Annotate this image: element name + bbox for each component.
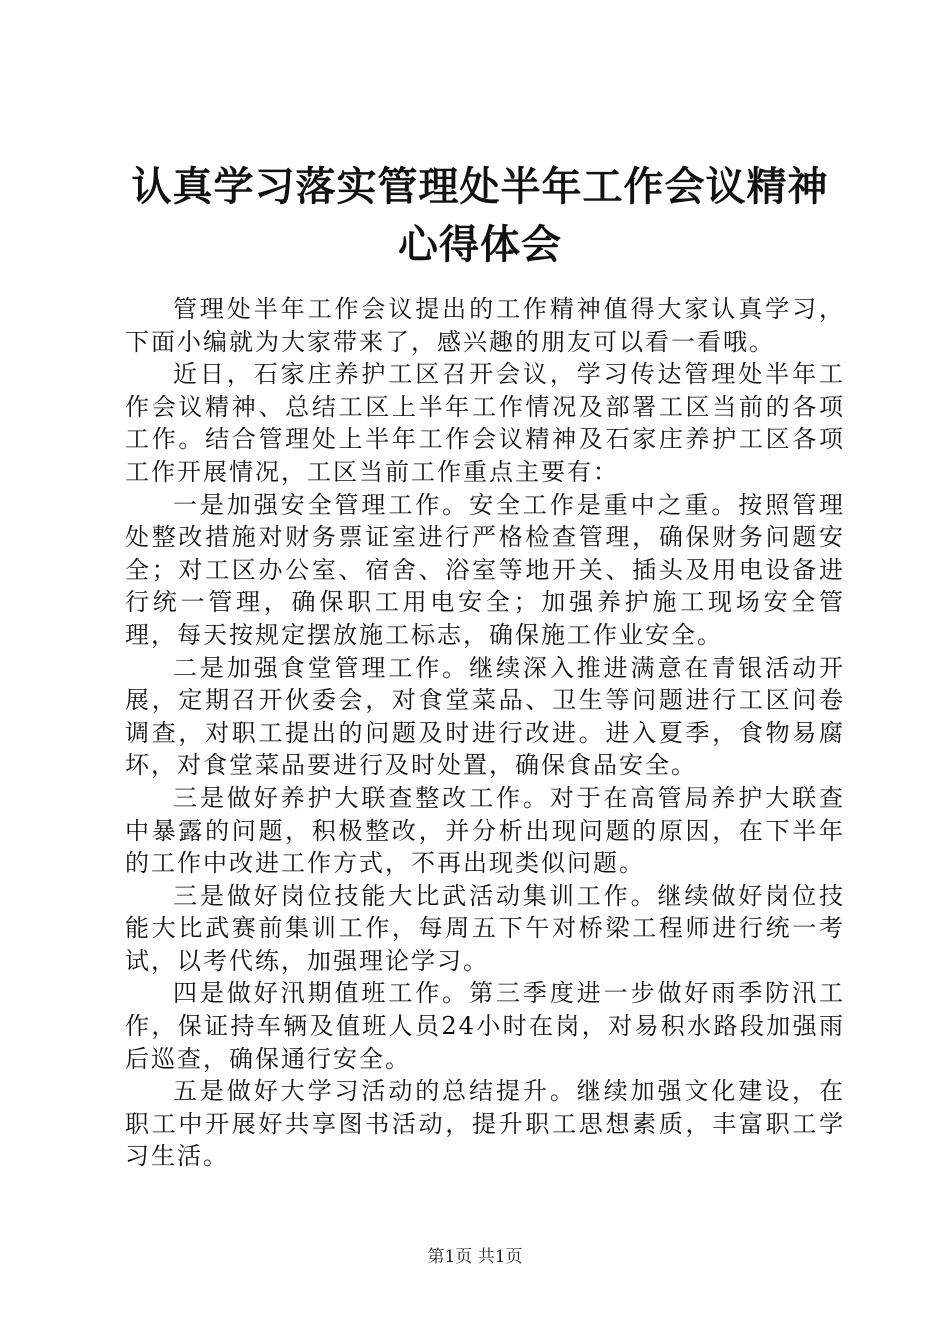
paragraph: 近日，石家庄养护工区召开会议，学习传达管理处半年工作会议精神、总结工区上半年工作情况及部署工区当前的各项工作。结合管理处上半年工作会议精神及石家庄养护工区各项工作开展情况，工区当前工作重点主要有：	[125, 360, 845, 486]
paragraph: 一是加强安全管理工作。安全工作是重中之重。按照管理处整改措施对财务票证室进行严格检查管理，确保财务问题安全；对工区办公室、宿舍、浴室等地开关、插头及用电设备进行统一管理，确保职工用电安全；加强养护施工现场安全管理，每天按规定摆放施工标志，确保施工作业安全。	[125, 490, 845, 649]
document-body	[125, 293, 845, 1173]
paragraph: 五是做好大学习活动的总结提升。继续加强文化建设，在职工中开展好共享图书活动，提升职工思想素质，丰富职工学习生活。	[125, 1077, 845, 1171]
paragraph: 三是做好岗位技能大比武活动集训工作。继续做好岗位技能大比武赛前集训工作，每周五下午对桥梁工程师进行统一考试，以考代练，加强理论学习。	[125, 881, 845, 975]
page-footer: 第1页 共1页	[427, 1247, 523, 1267]
document-title: 认真学习落实管理处半年工作会议精神心得体会	[131, 164, 829, 268]
paragraph: 管理处半年工作会议提出的工作精神值得大家认真学习，下面小编就为大家带来了，感兴趣的朋友可以看一看哦。	[125, 295, 845, 356]
paragraph: 三是做好养护大联查整改工作。对于在高管局养护大联查中暴露的问题，积极整改，并分析出现问题的原因，在下半年的工作中改进工作方式，不再出现类似问题。	[125, 783, 845, 878]
paragraph: 二是加强食堂管理工作。继续深入推进满意在青银活动开展，定期召开伙委会，对食堂菜品、卫生等问题进行工区问卷调查，对职工提出的问题及时进行改进。进入夏季，食物易腐坏，对食堂菜品要进行及时处置，确保食品安全。	[125, 653, 845, 780]
paragraph: 四是做好汛期值班工作。第三季度进一步做好雨季防汛工作，保证持车辆及值班人员24小时在岗，对易积水路段加强雨后巡查，确保通行安全。	[125, 979, 845, 1073]
